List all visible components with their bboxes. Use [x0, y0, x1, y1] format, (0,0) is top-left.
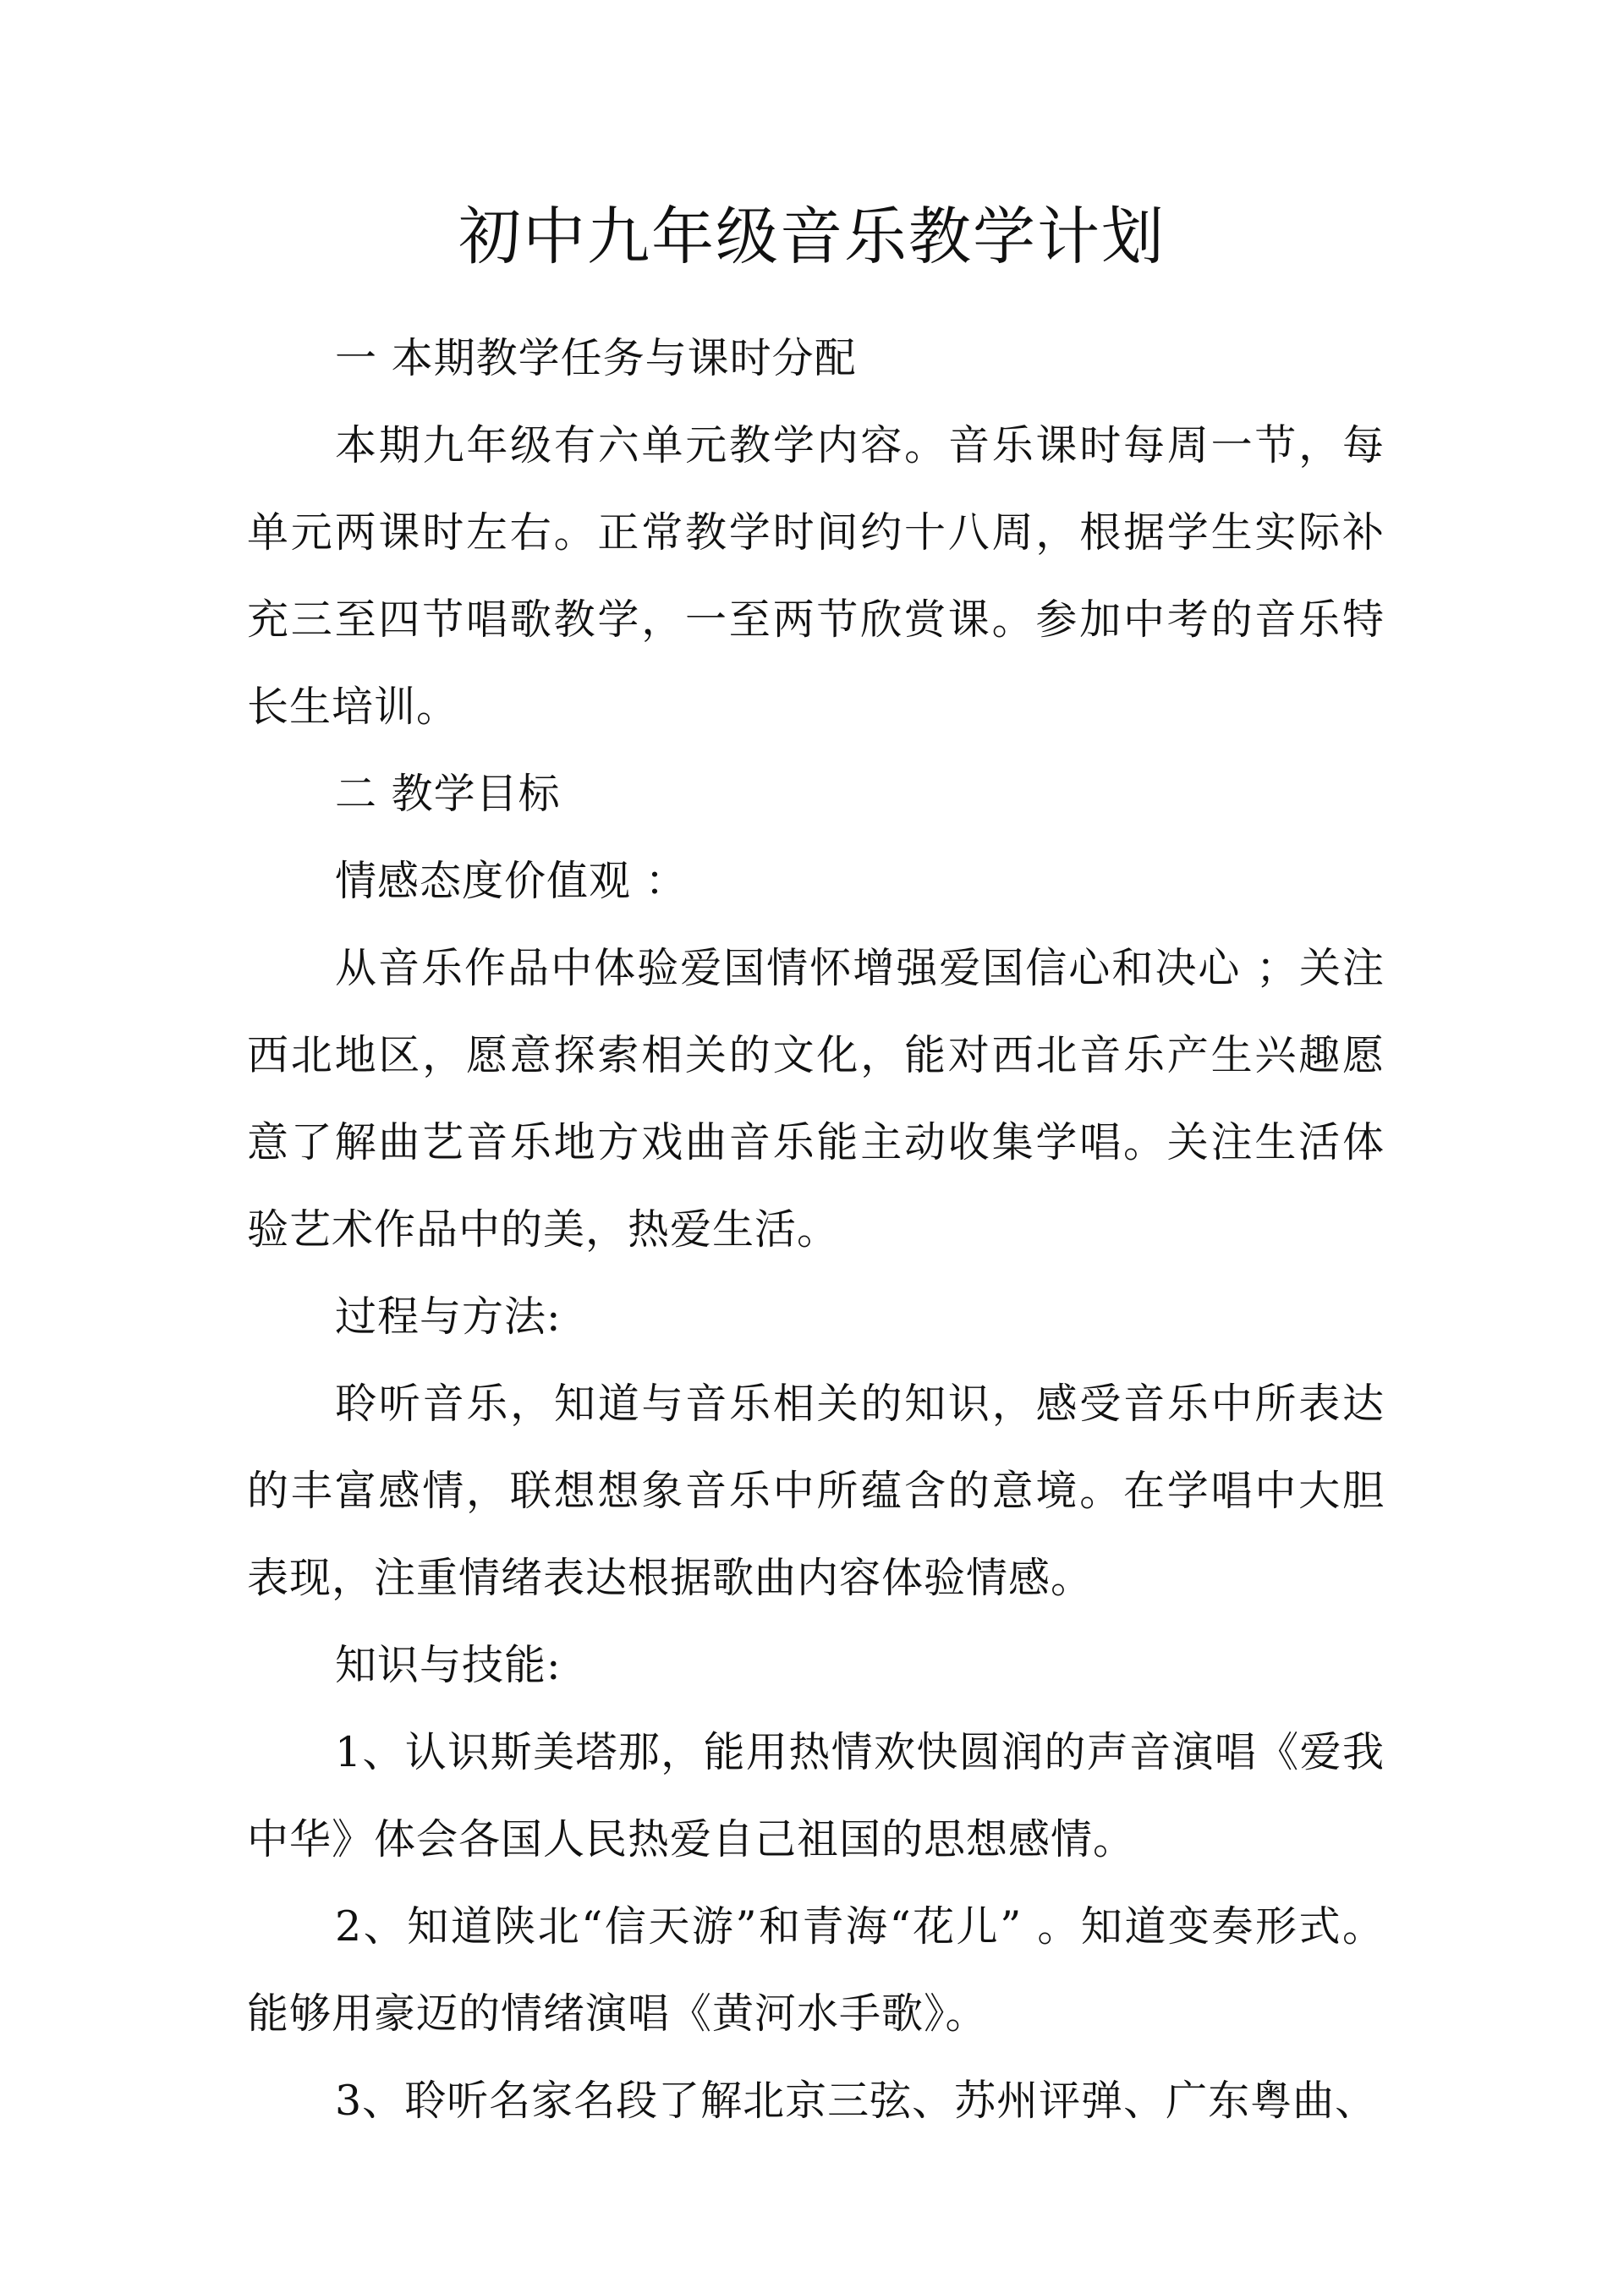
section-heading-1: 一 本期教学任务与课时分配	[335, 334, 857, 382]
section-heading-2: 二 教学目标	[335, 770, 561, 818]
subheading-knowledge: 知识与技能:	[335, 1641, 562, 1689]
subheading-process: 过程与方法:	[335, 1292, 562, 1341]
document-title: 初中九年级音乐教学计划	[458, 200, 1166, 273]
paragraph-teaching-tasks: 本期九年级有六单元教学内容。音乐课时每周一节，每单元两课时左右。正常教学时间约十八周，根据学生实际补充三至四节唱歌教学，一至两节欣赏课。参加中考的音乐特长生培训。	[247, 421, 1385, 731]
list-item-3: 3、聆听名家名段了解北京三弦、苏州评弹、广东粤曲、	[335, 2077, 1378, 2125]
subheading-values: 情感态度价值观 ：	[335, 857, 688, 905]
paragraph-values: 从音乐作品中体验爱国情怀增强爱国信心和决心 ；关注西北地区，愿意探索相关的文化，能对西北音乐产生兴趣愿意了解曲艺音乐地方戏曲音乐能主动收集学唱。关注生活体验艺术作品中的美，热爱生活。	[247, 944, 1385, 1254]
paragraph-process: 聆听音乐，知道与音乐相关的知识，感受音乐中所表达的丰富感情，联想想象音乐中所蕴含的意境。在学唱中大胆表现，注重情绪表达根据歌曲内容体验情感。	[247, 1380, 1385, 1602]
list-item-1: 1、认识斯美塔那，能用热情欢快圆润的声音演唱《爱我中华》体会各国人民热爱自己祖国的思想感情。	[247, 1728, 1385, 1863]
list-item-2: 2、知道陕北“信天游”和青海“花儿” 。知道变奏形式。能够用豪迈的情绪演唱《黄河水手歌》。	[247, 1902, 1385, 2038]
document-body	[247, 315, 1385, 2144]
